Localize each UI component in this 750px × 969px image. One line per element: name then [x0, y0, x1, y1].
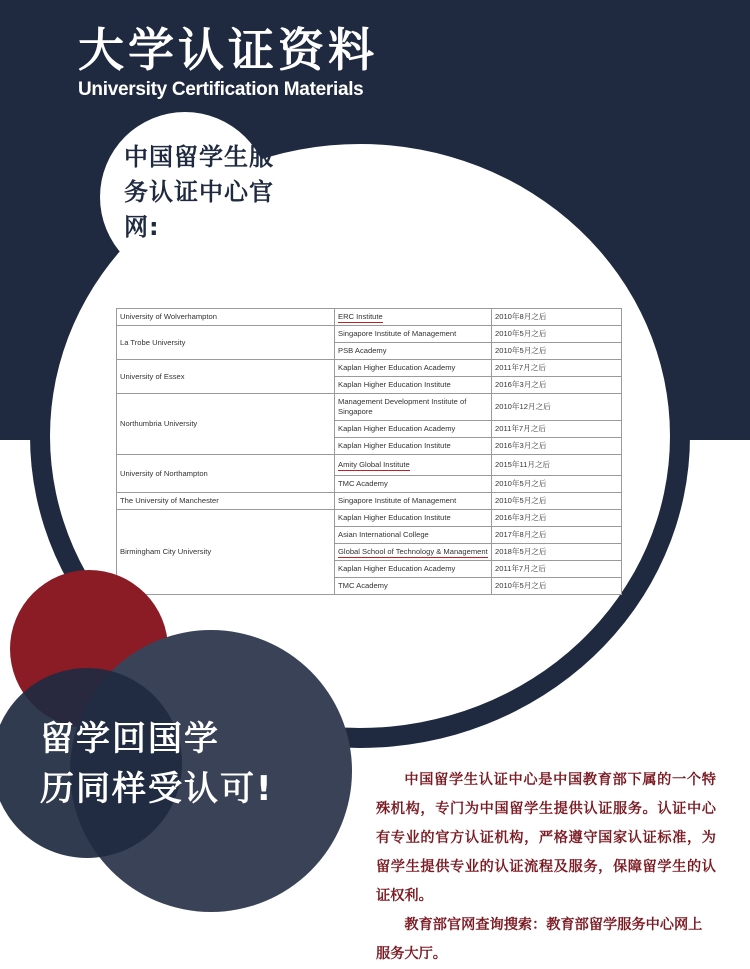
institute-name: Global School of Technology & Management — [338, 547, 488, 556]
institute-cell: Kaplan Higher Education Academy — [335, 561, 492, 578]
table-row — [117, 493, 622, 510]
date-cell: 2011年7月之后 — [492, 561, 622, 578]
table-row — [117, 394, 622, 421]
institute-cell: Asian International College — [335, 527, 492, 544]
date-cell: 2016年3月之后 — [492, 377, 622, 394]
date-cell: 2010年5月之后 — [492, 578, 622, 595]
date-cell: 2010年5月之后 — [492, 476, 622, 493]
date-cell: 2017年8月之后 — [492, 527, 622, 544]
table-row — [117, 326, 622, 343]
slogan-line: 历同样受认可! — [40, 769, 274, 809]
table-row — [117, 455, 622, 476]
institute-name: Amity Global Institute — [338, 460, 410, 469]
date-cell: 2016年3月之后 — [492, 438, 622, 455]
institute-cell — [335, 309, 492, 326]
university-cell: Birmingham City University — [117, 510, 335, 595]
table-row — [117, 510, 622, 527]
institute-cell: Management Development Institute of Singapore — [335, 394, 492, 421]
university-cell: University of Wolverhampton — [117, 309, 335, 326]
slogan — [40, 714, 300, 814]
page-subtitle: University Certification Materials — [78, 79, 364, 100]
slogan-line: 留学回国学 — [40, 719, 220, 759]
table-row — [117, 360, 622, 377]
institute-cell: Singapore Institute of Management — [335, 326, 492, 343]
description-paragraph: 中国留学生认证中心是中国教育部下属的一个特殊机构，专门为中国留学生提供认证服务。认证中心有专业的官方认证机构，严格遵守国家认证标准，为留学生提供专业的认证流程及服务，保障留学生的认证权利。 — [376, 772, 716, 904]
certification-table — [116, 308, 622, 595]
university-cell: La Trobe University — [117, 326, 335, 360]
institute-cell: Kaplan Higher Education Institute — [335, 438, 492, 455]
date-cell: 2010年8月之后 — [492, 309, 622, 326]
university-cell: The University of Manchester — [117, 493, 335, 510]
institute-cell: Kaplan Higher Education Institute — [335, 510, 492, 527]
date-cell: 2010年5月之后 — [492, 326, 622, 343]
date-cell: 2010年5月之后 — [492, 343, 622, 360]
date-cell: 2016年3月之后 — [492, 510, 622, 527]
date-cell: 2011年7月之后 — [492, 421, 622, 438]
date-cell: 2015年11月之后 — [492, 455, 622, 476]
institute-name: ERC Institute — [338, 312, 383, 321]
institute-cell: Singapore Institute of Management — [335, 493, 492, 510]
search-hint: 教育部官网查询搜索：教育部留学服务中心网上服务大厅。 — [376, 917, 703, 962]
table-row — [117, 309, 622, 326]
date-cell: 2010年12月之后 — [492, 394, 622, 421]
institute-cell: PSB Academy — [335, 343, 492, 360]
university-cell: Northumbria University — [117, 394, 335, 455]
badge-label: 中国留学生服务认证中心官网: — [124, 143, 274, 241]
institute-cell: TMC Academy — [335, 578, 492, 595]
university-cell: University of Essex — [117, 360, 335, 394]
page-title: 大学认证资料 — [78, 23, 378, 77]
institute-cell: TMC Academy — [335, 476, 492, 493]
date-cell: 2011年7月之后 — [492, 360, 622, 377]
date-cell: 2010年5月之后 — [492, 493, 622, 510]
date-cell: 2018年5月之后 — [492, 544, 622, 561]
institute-cell: Kaplan Higher Education Academy — [335, 421, 492, 438]
university-cell: University of Northampton — [117, 455, 335, 493]
institute-cell — [335, 544, 492, 561]
institute-cell — [335, 455, 492, 476]
institute-cell: Kaplan Higher Education Institute — [335, 377, 492, 394]
institute-cell: Kaplan Higher Education Academy — [335, 360, 492, 377]
